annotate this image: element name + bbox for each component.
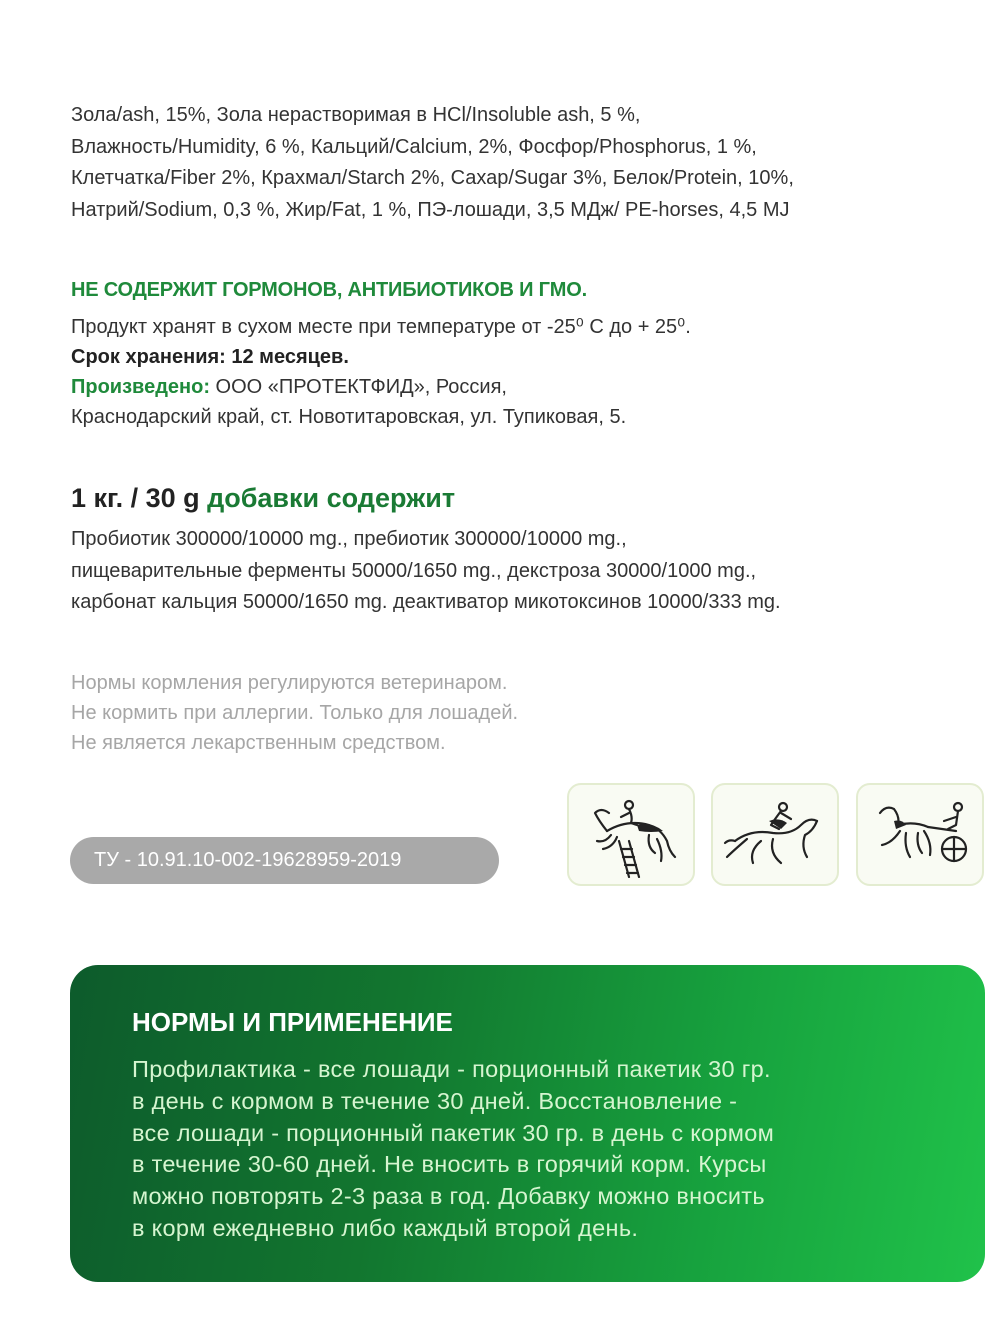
horse-racing-card xyxy=(711,783,839,886)
usage-line: в корм ежедневно либо каждый второй день. xyxy=(132,1214,639,1241)
contents-title-rest: добавки содержит xyxy=(199,483,456,513)
note-line: Не кормить при аллергии. Только для лошадей. xyxy=(71,702,519,724)
manufacturer-line xyxy=(71,372,691,402)
usage-line: все лошади - порционный пакетик 30 гр. в день с кормом xyxy=(132,1119,775,1146)
no-hormones-heading: НЕ СОДЕРЖИТ ГОРМОНОВ, АНТИБИОТИКОВ И ГМО. xyxy=(71,279,587,301)
note-line: Нормы кормления регулируются ветеринаром. xyxy=(71,672,508,694)
contents-title xyxy=(71,483,455,514)
shelf-life: Срок хранения: 12 месяцев. xyxy=(71,346,349,368)
contents-line: Пробиотик 300000/10000 mg., пребиотик 300000/10000 mg., xyxy=(71,528,627,550)
harness-racing-icon xyxy=(866,791,974,878)
usage-line: можно повторять 2-3 раза в год. Добавку можно вносить xyxy=(132,1183,765,1210)
composition-block xyxy=(71,100,951,226)
harness-racing-card xyxy=(856,783,984,886)
produced-value: ООО «ПРОТЕКТФИД», Россия, xyxy=(209,376,507,398)
usage-line: Профилактика - все лошади - порционный пакетик 30 гр. xyxy=(132,1056,771,1082)
show-jumping-card xyxy=(567,783,695,886)
contents-title-lead: 1 кг. / 30 g xyxy=(71,483,200,513)
composition-line: Клетчатка/Fiber 2%, Крахмал/Starch 2%, Сахар/Sugar 3%, Белок/Protein, 10%, xyxy=(71,167,794,189)
usage-line: в течение 30-60 дней. Не вносить в горячий корм. Курсы xyxy=(132,1151,767,1178)
usage-title: НОРМЫ И ПРИМЕНЕНИЕ xyxy=(132,1007,453,1037)
produced-label: Произведено: xyxy=(71,376,210,398)
tu-badge: ТУ - 10.91.10-002-19628959-2019 xyxy=(70,837,499,884)
note-line: Не является лекарственным средством. xyxy=(71,732,446,754)
storage-conditions: Продукт хранят в сухом месте при температуре от -25⁰ С до + 25⁰. xyxy=(71,316,691,338)
usage-panel xyxy=(70,965,985,1282)
show-jumping-icon xyxy=(577,791,685,878)
storage-block xyxy=(71,312,691,432)
contents-line: пищеварительные ферменты 50000/1650 mg., декстроза 30000/1000 mg., xyxy=(71,559,757,582)
composition-line: Влажность/Humidity, 6 %, Кальций/Calcium, 2%, Фосфор/Phosphorus, 1 %, xyxy=(71,135,757,158)
composition-line: Натрий/Sodium, 0,3 %, Жир/Fat, 1 %, ПЭ-лошади, 3,5 МДж/ PE-horses, 4,5 MJ xyxy=(71,198,790,221)
usage-line: в день с кормом в течение 30 дней. Восстановление - xyxy=(132,1087,738,1114)
contents-line: карбонат кальция 50000/1650 mg. деактиватор микотоксинов 10000/333 mg. xyxy=(71,591,781,613)
contents-list xyxy=(71,524,781,619)
notes-block xyxy=(71,668,518,758)
horse-racing-icon xyxy=(721,791,829,878)
composition-line: Зола/ash, 15%, Зола нерастворимая в HCl/Insoluble ash, 5 %, xyxy=(71,104,641,126)
usage-text xyxy=(132,1054,774,1245)
manufacturer-address: Краснодарский край, ст. Новотитаровская, ул. Тупиковая, 5. xyxy=(71,406,627,428)
